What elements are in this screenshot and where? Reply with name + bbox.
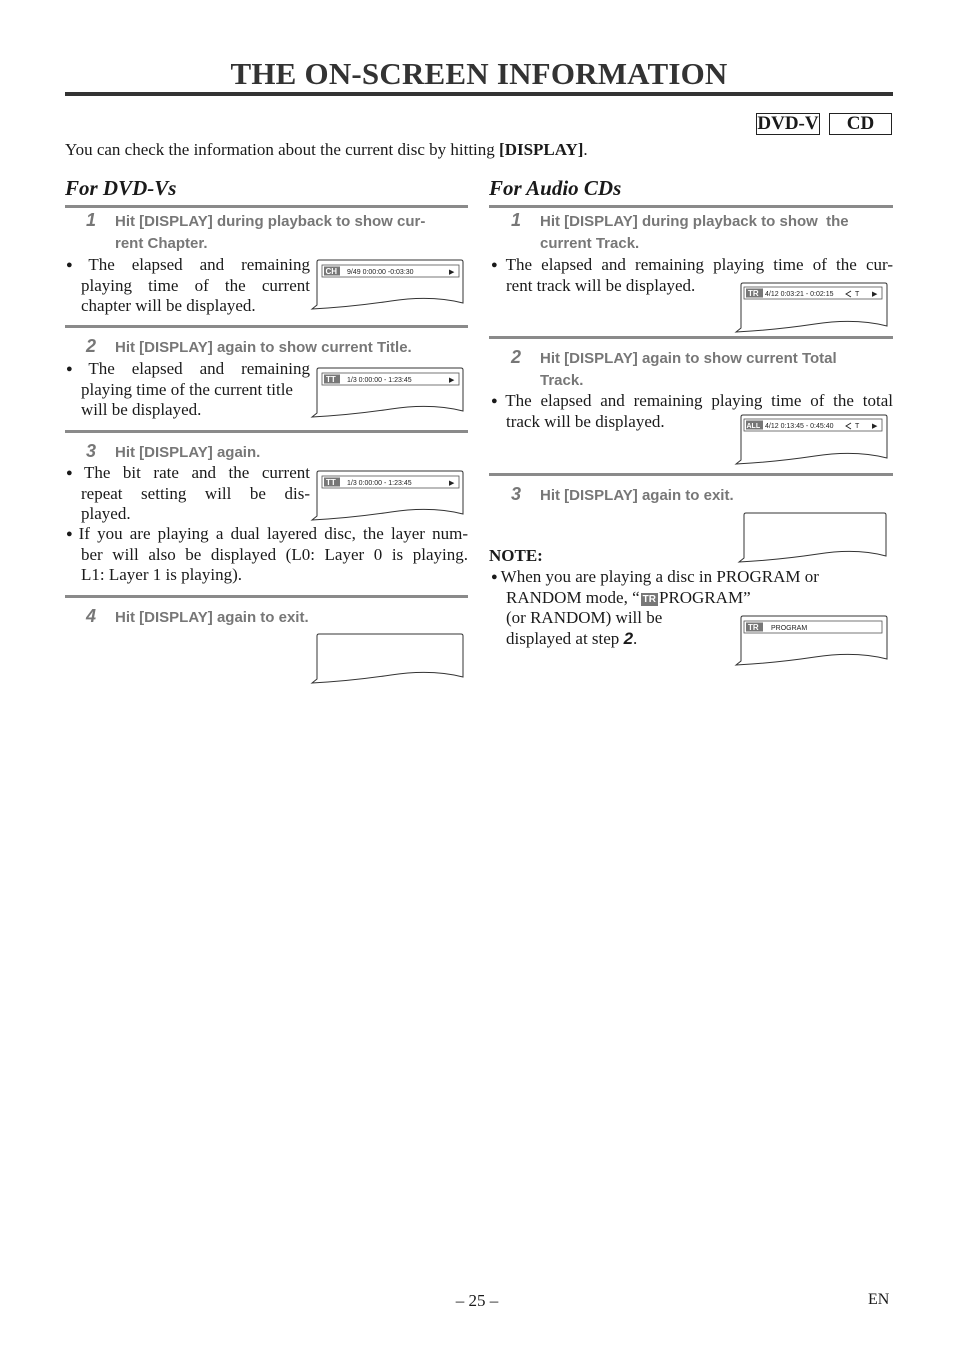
dvd-step1-instruction: Hit [DISPLAY] during playback to show cur- rent Chapter. <box>115 213 426 252</box>
language-code: EN <box>868 1291 890 1308</box>
play-icon: ▶ <box>872 291 878 298</box>
dvd-blank-osd <box>311 633 469 685</box>
cd-program-osd <box>735 615 893 667</box>
cd-track-osd <box>735 282 893 334</box>
play-icon: ▶ <box>449 480 455 487</box>
cd-step1-rule <box>489 205 893 208</box>
dvd-layer-bullet: ● If you are playing a dual layered disc, the layer num- ber will also be displayed (L0: Layer 0 is playing. L1: Layer 1 is playing). <box>66 524 468 584</box>
title-icon: TT <box>326 478 336 487</box>
svg-text:4/12 0:03:21 - 0:02:15: 4/12 0:03:21 - 0:02:15 <box>765 291 834 298</box>
page-title: THE ON-SCREEN INFORMATION <box>230 56 728 91</box>
note-heading: NOTE: <box>489 546 543 565</box>
cd-step1-instruction: Hit [DISPLAY] during playback to show the current Track. <box>540 213 849 252</box>
svg-text:9/49 0:00:00 -0:03:30: 9/49 0:00:00 -0:03:30 <box>347 269 414 276</box>
title-rule <box>65 92 893 96</box>
svg-text:4/12 0:13:45 - 0:45:40: 4/12 0:13:45 - 0:45:40 <box>765 423 834 430</box>
cd-blank-osd <box>738 512 894 564</box>
dvd-step2-instruction: Hit [DISPLAY] again to show current Title. <box>115 339 412 356</box>
track-icon: TR <box>748 623 759 632</box>
svg-text:1/3 0:00:00 - 1:23:45: 1/3 0:00:00 - 1:23:45 <box>347 377 412 384</box>
dvd-step2-rule <box>65 325 468 328</box>
dvd-step3-rule <box>65 430 468 433</box>
dvd-step4-number: 4 <box>86 606 97 626</box>
cd-step3-instruction: Hit [DISPLAY] again to exit. <box>540 487 734 504</box>
cd-step2-rule <box>489 336 893 339</box>
dvd-step3-number: 3 <box>86 441 97 461</box>
dvd-step4-rule <box>65 595 468 598</box>
svg-text:T: T <box>855 423 860 430</box>
dvd-step1-bullet: ● The elapsed and remaining playing time of the current chapter will be displayed. <box>66 255 310 315</box>
cd-step2-bullet: ● The elapsed and remaining playing time of the total track will be displayed. <box>491 391 893 431</box>
intro-text: You can check the information about the current disc by hitting [DISPLAY]. <box>65 140 588 159</box>
cd-step3-number: 3 <box>511 484 522 504</box>
dvd-title-osd <box>311 367 467 419</box>
play-icon: ▶ <box>449 377 455 384</box>
cd-step1-number: 1 <box>511 210 522 230</box>
cd-badge: CD <box>829 113 892 135</box>
note-bullet: ● When you are playing a disc in PROGRAM or RANDOM mode, “ TR PROGRAM” (or RANDOM) will be displayed at step 2. <box>491 567 819 648</box>
dvd-section-heading: For DVD-Vs <box>65 176 177 200</box>
cd-step2-instruction: Hit [DISPLAY] again to show current Total Track. <box>540 350 837 389</box>
dvd-step4-instruction: Hit [DISPLAY] again to exit. <box>115 609 309 626</box>
dvd-step2-bullet: ● The elapsed and remaining playing time of the current title will be displayed. <box>66 359 310 419</box>
cd-step1-bullet: ● The elapsed and remaining playing time of the cur- rent track will be displayed. <box>491 255 893 295</box>
all-icon: ALL <box>746 423 761 430</box>
dvd-step3-instruction: Hit [DISPLAY] again. <box>115 444 261 461</box>
play-icon: ▶ <box>449 269 455 276</box>
cd-section-heading: For Audio CDs <box>489 176 622 200</box>
chapter-icon: CH <box>325 267 338 276</box>
track-icon: TR <box>748 289 759 298</box>
cd-step3-rule <box>489 473 893 476</box>
svg-text:T: T <box>855 291 860 298</box>
svg-text:1/3 0:00:00 - 1:23:45: 1/3 0:00:00 - 1:23:45 <box>347 480 412 487</box>
dvd-bitrate-osd <box>311 470 467 522</box>
dvd-chapter-osd <box>311 259 467 311</box>
play-icon: ▶ <box>872 423 878 430</box>
dvd-step3-bullet: ● The bit rate and the current repeat setting will be dis- played. <box>66 463 310 523</box>
track-icon: TR <box>642 593 656 605</box>
dvd-step1-number: 1 <box>86 210 97 230</box>
cd-total-osd <box>735 414 893 466</box>
svg-text:PROGRAM: PROGRAM <box>771 625 808 632</box>
title-icon: TT <box>326 375 336 384</box>
cd-step2-number: 2 <box>511 347 522 367</box>
dvd-step2-number: 2 <box>86 336 97 356</box>
page-number: – 25 – <box>455 1291 499 1310</box>
dvd-step1-rule <box>65 205 468 208</box>
dvd-v-badge: DVD-V <box>757 113 819 134</box>
